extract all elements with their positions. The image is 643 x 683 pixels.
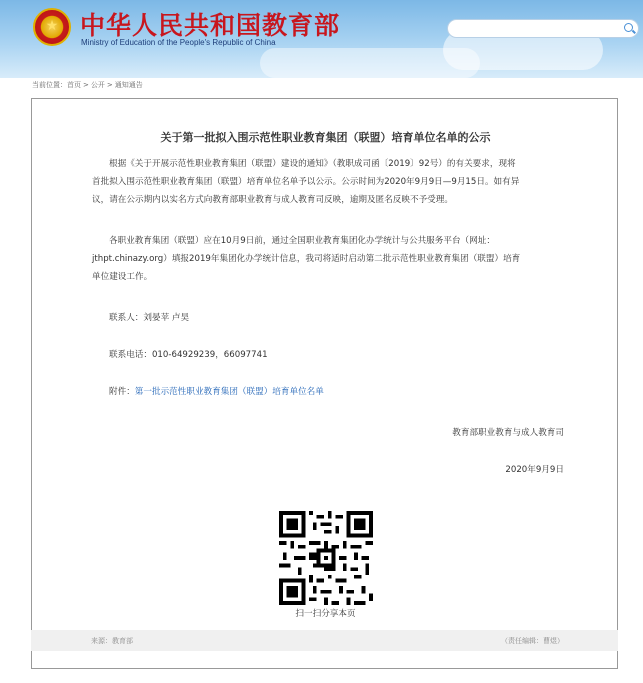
publish-date: 2020年9月9日 bbox=[505, 465, 564, 475]
breadcrumb-public[interactable]: 公开 bbox=[90, 81, 105, 89]
paragraph-line: 首批拟入围示范性职业教育集团（联盟）培育单位名单予以公示。公示时间为2020年9月9日—9月15日。如有异 bbox=[92, 177, 520, 187]
paragraph-line: jthpt.chinazy.org）填报2019年集团化办学统计信息，我司将适时启动第二批示范性职业教育集团（联盟）培育 bbox=[92, 254, 521, 264]
article-paragraph-2 bbox=[92, 232, 569, 286]
article-footer bbox=[31, 630, 618, 651]
attachment bbox=[92, 383, 569, 401]
breadcrumb bbox=[32, 80, 143, 90]
site-subtitle: Ministry of Education of the People's Republic of China bbox=[81, 38, 276, 47]
breadcrumb-prefix: 当前位置： bbox=[32, 81, 67, 89]
article-panel bbox=[31, 98, 618, 669]
qr-code-icon bbox=[279, 511, 373, 605]
site-title[interactable]: 中华人民共和国教育部 bbox=[80, 11, 341, 40]
header-cloud bbox=[260, 48, 480, 78]
paragraph-line: 各职业教育集团（联盟）应在10月9日前，通过全国职业教育集团化办学统计与公共服务平台（网址： bbox=[109, 236, 495, 246]
national-emblem-icon[interactable]: ★ bbox=[33, 8, 71, 46]
article-paragraph-1 bbox=[92, 155, 569, 209]
attachment-label: 附件： bbox=[109, 387, 135, 397]
signature: 教育部职业教育与成人教育司 bbox=[452, 428, 564, 438]
paragraph-line: 议，请在公示期内以实名方式向教育部职业教育与成人教育司反映，逾期及匿名反映不予受理。 bbox=[92, 195, 453, 205]
paragraph-line: 根据《关于开展示范性职业教育集团（联盟）建设的通知》（教职成司函〔2019〕92号）的有关要求，现将 bbox=[109, 159, 516, 169]
breadcrumb-notices[interactable]: 通知通告 bbox=[114, 81, 143, 89]
site-header bbox=[0, 0, 643, 78]
search-input[interactable] bbox=[447, 19, 639, 38]
contact-person: 联系人：刘晏苹 卢昊 bbox=[109, 313, 190, 323]
qr-caption: 扫一扫分享本页 bbox=[295, 609, 356, 619]
breadcrumb-separator: > bbox=[106, 81, 113, 89]
article-editor: （责任编辑：曹煜） bbox=[501, 637, 564, 645]
article-source: 来源：教育部 bbox=[91, 637, 133, 645]
contact-phone: 联系电话：010-64929239，66097741 bbox=[109, 350, 268, 360]
breadcrumb-home[interactable]: 首页 bbox=[67, 81, 81, 89]
paragraph-line: 单位建设工作。 bbox=[92, 272, 153, 282]
search-icon[interactable] bbox=[624, 23, 633, 32]
article-title: 关于第一批拟入围示范性职业教育集团（联盟）培育单位名单的公示 bbox=[160, 131, 491, 144]
attachment-link[interactable]: 第一批示范性职业教育集团（联盟）培育单位名单 bbox=[134, 387, 324, 397]
breadcrumb-separator: > bbox=[83, 81, 89, 89]
